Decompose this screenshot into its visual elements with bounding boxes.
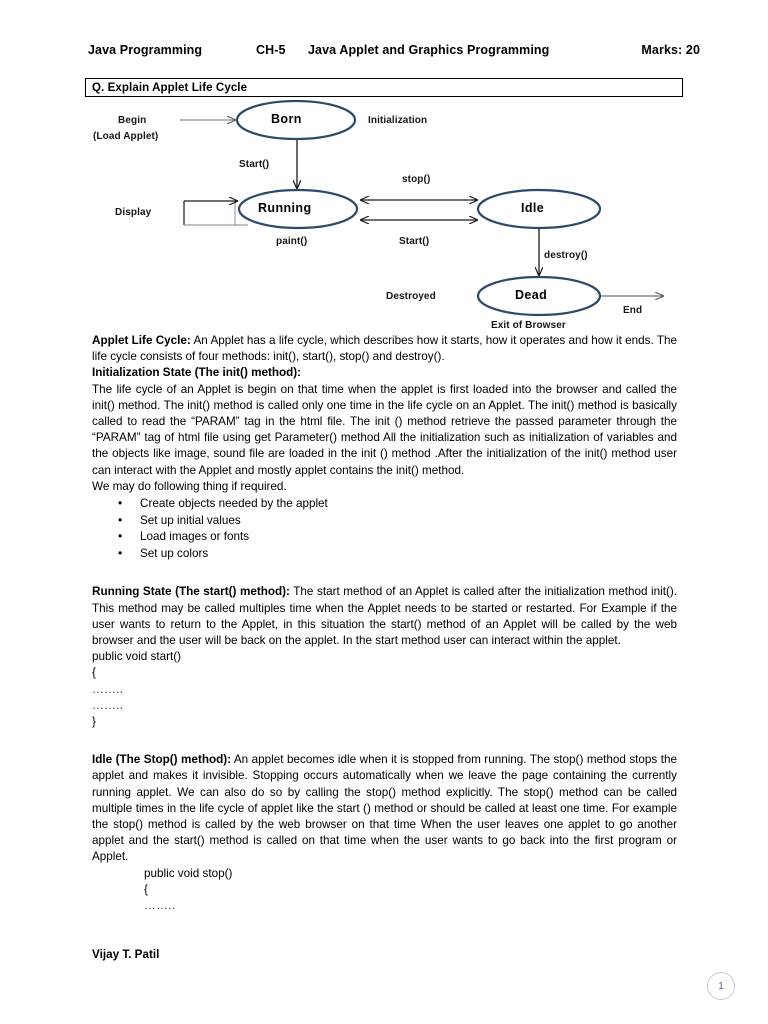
- applet-life-cycle-diagram: [85, 100, 685, 336]
- question-bar: [85, 78, 683, 97]
- text-idle-state: An applet becomes idle when it is stopped from running. The stop() method stops the applet and makes it invisible. Stopping occurs automatically when we leave the page containing the currently running applet. We can also do so by calling the stop() method explicitly. The stop() method can be called multiple times in the life cycle of applet like the start () method or should be called at least one time. For example the stop() method is called by the web browser on that time When the user leaves one applet to go another applet and the start() method is called on that time when the user wants to go back into the first program or Applet.: [92, 753, 677, 864]
- list-item: • Load images or fonts: [118, 529, 677, 546]
- paragraph-running-state: [92, 584, 677, 649]
- diagram-label-initialization: Initialization: [368, 115, 428, 126]
- node-label-idle: Idle: [521, 201, 545, 215]
- diagram-label-load-applet: (Load Applet): [93, 131, 159, 142]
- diagram-label-destroy: destroy(): [544, 250, 588, 261]
- code-line: {: [144, 882, 148, 896]
- text-running-state: The start method of an Applet is called after the initialization method init(). This method may be called multiples time when the Applet needs to be started or restarted. For Example if the user wants to return to the Applet, in this situation the start() method of an Applet will be called by the web browser and the user will be back on the applet. In the start method user can interact within the applet.: [92, 585, 677, 648]
- diagram-label-paint: paint(): [276, 236, 308, 247]
- author-signature: Vijay T. Patil: [92, 948, 160, 961]
- diagram-svg: [85, 100, 685, 336]
- code-line: }: [92, 715, 96, 729]
- stop-code-block: [92, 866, 677, 915]
- diagram-label-end: End: [623, 305, 643, 316]
- header-marks: Marks: 20: [641, 43, 700, 57]
- diagram-label-destroyed: Destroyed: [386, 291, 436, 302]
- node-label-dead: Dead: [515, 288, 548, 302]
- list-item: • Create objects needed by the applet: [118, 496, 677, 513]
- question-text: Q. Explain Applet Life Cycle: [92, 81, 248, 94]
- lead-idle-state: Idle (The Stop() method):: [92, 753, 232, 767]
- init-bullet-list: [92, 496, 677, 562]
- diagram-label-stop: stop(): [402, 174, 431, 185]
- text-we-may-do: We may do following thing if required.: [92, 479, 287, 493]
- diagram-label-start-vertical: Start(): [239, 159, 270, 170]
- code-line: {: [92, 666, 96, 680]
- diagram-label-exit-of-browser: Exit of Browser: [491, 320, 566, 331]
- spacer: [92, 562, 677, 584]
- paragraph-init-state: The life cycle of an Applet is begin on that time when the applet is first loaded into the browser and called the init() method. The init() method is called only one time in the life cycle on an Applet. The init() method is basically called to read the “PARAM” tag in the html file. The init () method retrieve the passed parameter through the “PARAM” tag of html file using get Parameter() method All the initialization such as initialization of variables and the objects like image, sound file are loaded in the init () method .After the initialization of the init() method user can interact with the Applet and mostly applet contains the init() method.: [92, 382, 677, 477]
- lead-running-state: Running State (The start() method):: [92, 585, 290, 599]
- header-subject: Java Programming: [88, 43, 203, 57]
- code-line: public void stop(): [144, 866, 233, 880]
- start-code-block: [92, 649, 677, 730]
- header-chapter-title: Java Applet and Graphics Programming: [308, 43, 550, 57]
- diagram-label-display: Display: [115, 207, 152, 218]
- page-number-badge: 1: [707, 972, 735, 1000]
- list-item: • Set up initial values: [118, 513, 677, 530]
- paragraph-applet-life-cycle: [92, 333, 677, 365]
- diagram-label-start-horiz: Start(): [399, 236, 430, 247]
- code-line: ……..: [92, 682, 124, 696]
- lead-applet-life-cycle: Applet Life Cycle:: [92, 334, 191, 347]
- header-chapter: CH-5: [256, 43, 286, 57]
- code-line: ……..: [92, 698, 124, 712]
- node-label-born: Born: [271, 112, 302, 126]
- edge-display-loop: [184, 201, 235, 225]
- code-line: ……..: [144, 899, 176, 913]
- diagram-label-begin: Begin: [118, 115, 147, 126]
- spacer: [92, 730, 677, 752]
- document-header: [88, 43, 700, 57]
- code-line: public void start(): [92, 650, 181, 664]
- text-applet-life-cycle: An Applet has a life cycle, which describes how it starts, how it operates and how it ends. The life cycle consists of four methods: init(), start(), stop() and destroy().: [92, 334, 677, 364]
- document-body: [92, 333, 677, 914]
- list-item: • Set up colors: [118, 546, 677, 563]
- heading-initialization-state: Initialization State (The init() method):: [92, 366, 302, 380]
- node-label-running: Running: [258, 201, 312, 215]
- paragraph-idle-state: [92, 752, 677, 865]
